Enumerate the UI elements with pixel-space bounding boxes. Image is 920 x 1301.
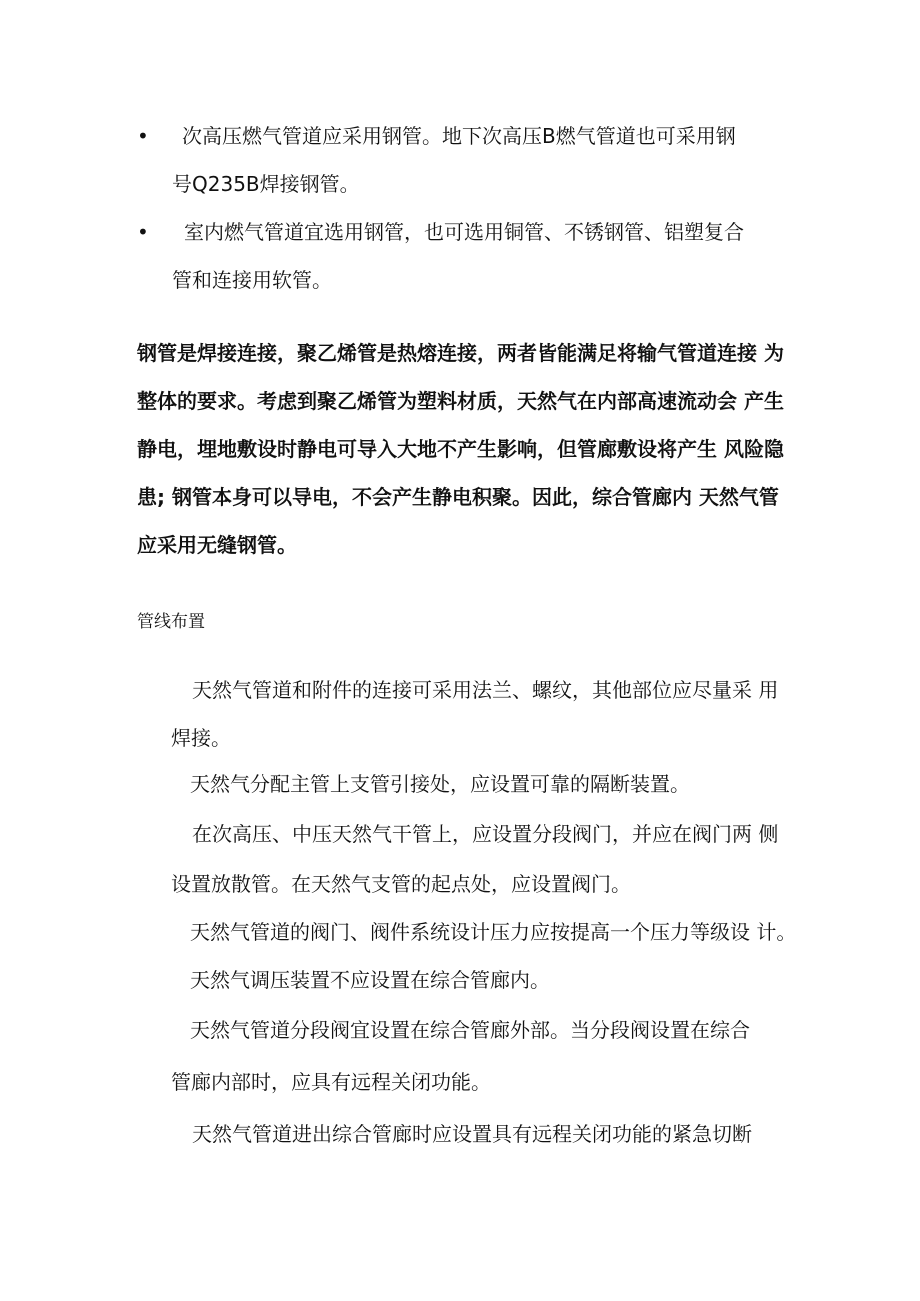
bullet-text-line: 管和连接用软管。 (172, 268, 332, 292)
bullet-text-line: 室内燃气管道宜选用钢管，也可选用铜管、不锈钢管、铝塑复合 (184, 220, 744, 244)
paragraph-line: 天然气管道的阀门、阀件系统设计压力应按提高一个压力等级设 计。 (190, 920, 797, 944)
paragraph-line: 在次高压、中压天然气干管上，应设置分段阀门，并应在阀门两 侧 (192, 822, 779, 846)
bullet-marker: • (137, 220, 149, 244)
bold-paragraph-line: 整体的要求。考虑到聚乙烯管为塑料材质，天然气在内部高速流动会 产生 (137, 389, 784, 413)
bold-paragraph-line: 应采用无缝钢管。 (137, 533, 297, 557)
bullet-text-line: 号Q235B焊接钢管。 (172, 172, 360, 196)
paragraph-line: 管廊内部时，应具有远程关闭功能。 (171, 1070, 491, 1094)
paragraph-line: 天然气管道分段阀宜设置在综合管廊外部。当分段阀设置在综合 (190, 1018, 750, 1042)
bold-paragraph-line: 钢管是焊接连接，聚乙烯管是热熔连接，两者皆能满足将输气管道连接 为 (137, 341, 784, 365)
paragraph-line: 天然气分配主管上支管引接处，应设置可靠的隔断装置。 (190, 772, 690, 796)
bold-paragraph-line: 患; 钢管本身可以导电，不会产生静电积聚。因此，综合管廊内 天然气管 (137, 485, 779, 509)
bullet-text-line: 次高压燃气管道应采用钢管。地下次高压B燃气管道也可采用钢 (182, 124, 736, 148)
bold-paragraph-line: 静电，埋地敷设时静电可导入大地不产生影响，但管廊敷设将产生 风险隐 (137, 437, 784, 461)
paragraph-line: 天然气管道和附件的连接可采用法兰、螺纹，其他部位应尽量采 用 (192, 678, 779, 702)
paragraph-line: 天然气管道进出综合管廊时应设置具有远程关闭功能的紧急切断 (192, 1122, 752, 1146)
section-heading: 管线布置 (137, 612, 205, 632)
paragraph-line: 设置放散管。在天然气支管的起点处，应设置阀门。 (171, 872, 631, 896)
bullet-marker: • (137, 124, 149, 148)
paragraph-line: 焊接。 (171, 726, 231, 750)
paragraph-line: 天然气调压装置不应设置在综合管廊内。 (190, 968, 550, 992)
